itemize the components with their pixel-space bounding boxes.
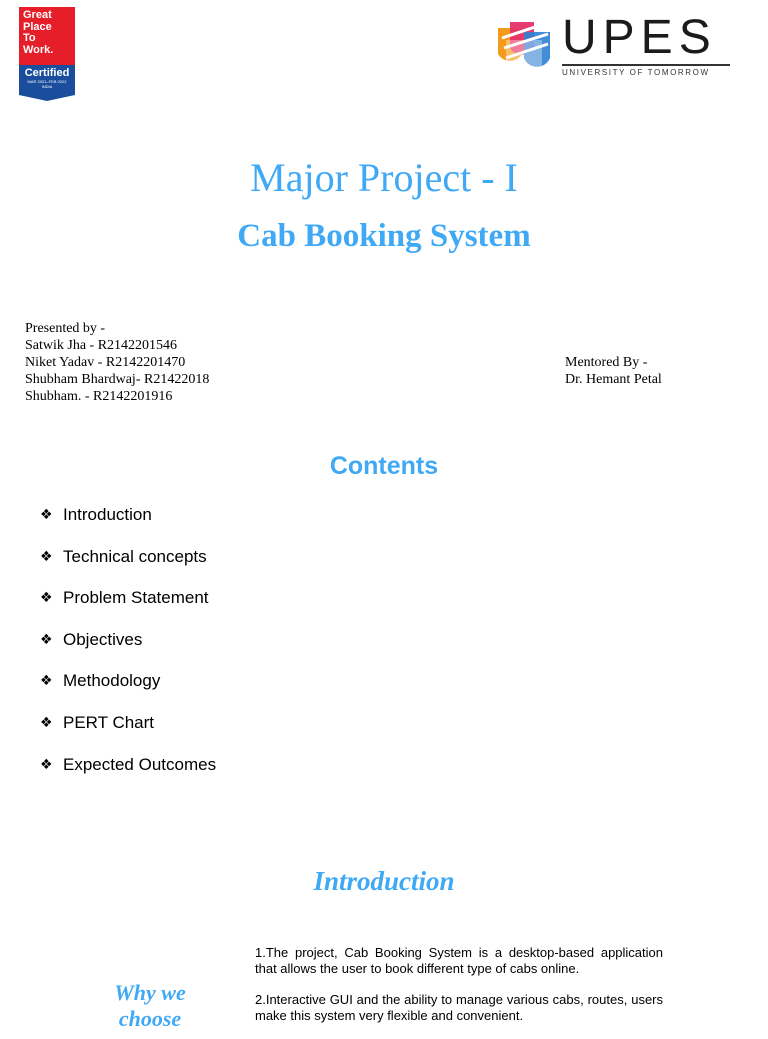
contents-list — [40, 503, 216, 794]
diamond-bullet-icon: ❖ — [40, 507, 53, 523]
contents-item — [40, 503, 216, 545]
badge-line: Work. — [23, 43, 54, 56]
contents-item-label: Introduction — [63, 505, 152, 524]
badge-line: Great — [23, 9, 52, 21]
mentor-name: Dr. Hemant Petal — [565, 372, 662, 387]
mentor-block — [565, 354, 662, 388]
badge-country: INDIA — [41, 84, 53, 89]
great-place-to-work-badge — [19, 7, 75, 101]
diamond-bullet-icon: ❖ — [40, 631, 53, 648]
contents-item — [40, 628, 216, 670]
mentor-heading: Mentored By - — [565, 355, 648, 370]
contents-item-label: PERT Chart — [63, 712, 155, 732]
badge-title — [19, 7, 75, 65]
presenter-name: Satwik Jha - R2142201546 — [25, 338, 178, 353]
contents-item-label: Expected Outcomes — [63, 754, 217, 774]
contents-item-label: Objectives — [63, 629, 143, 649]
page-subtitle: Cab Booking System — [237, 218, 531, 254]
contents-item-label: Technical concepts — [63, 546, 207, 566]
contents-item — [40, 711, 216, 753]
upes-emblem-icon — [494, 18, 554, 78]
why-heading-line: choose — [118, 1006, 182, 1031]
upes-logo — [494, 11, 734, 80]
introduction-paragraph: 1.The project, Cab Booking System is a desktop-based application that allows the user to book different type of cabs online. — [255, 945, 663, 976]
presenter-name: Shubham Bhardwaj- R21422018 — [25, 372, 210, 387]
contents-item — [40, 545, 216, 587]
badge-line: Place — [23, 20, 52, 33]
presenters-heading: Presented by - — [25, 321, 106, 336]
diamond-bullet-icon: ❖ — [40, 673, 53, 690]
logo-divider — [562, 64, 730, 66]
contents-item-label: Problem Statement — [63, 588, 209, 608]
introduction-body — [255, 945, 663, 1039]
badge-certified: Certified — [24, 67, 70, 79]
presenter-name: Niket Yadav - R2142201470 — [25, 355, 186, 370]
page-title: Major Project - I — [250, 155, 518, 200]
diamond-bullet-icon: ❖ — [40, 548, 53, 565]
why-we-choose-heading — [100, 980, 200, 1032]
diamond-bullet-icon: ❖ — [40, 714, 53, 731]
contents-item-label: Methodology — [63, 671, 161, 691]
badge-certified-band — [19, 65, 75, 95]
diamond-bullet-icon: ❖ — [40, 756, 53, 773]
badge-line: To — [23, 32, 36, 44]
introduction-paragraph: 2.Interactive GUI and the ability to manage various cabs, routes, users make this system very flexible and convenient. — [255, 992, 663, 1023]
upes-tagline: UNIVERSITY OF TOMORROW — [562, 68, 710, 77]
why-heading-line: Why we — [114, 980, 186, 1005]
contents-item — [40, 669, 216, 711]
badge-dates: MAR 2021–FEB 2022 — [27, 79, 67, 84]
presenters-block — [25, 320, 209, 405]
badge-point — [19, 95, 75, 101]
contents-item — [40, 753, 216, 795]
introduction-heading: Introduction — [313, 866, 455, 896]
diamond-bullet-icon: ❖ — [40, 590, 53, 607]
contents-heading: Contents — [329, 452, 439, 480]
contents-item — [40, 586, 216, 628]
upes-wordmark: UPES — [562, 11, 717, 64]
presenter-name: Shubham. - R2142201916 — [25, 389, 173, 404]
